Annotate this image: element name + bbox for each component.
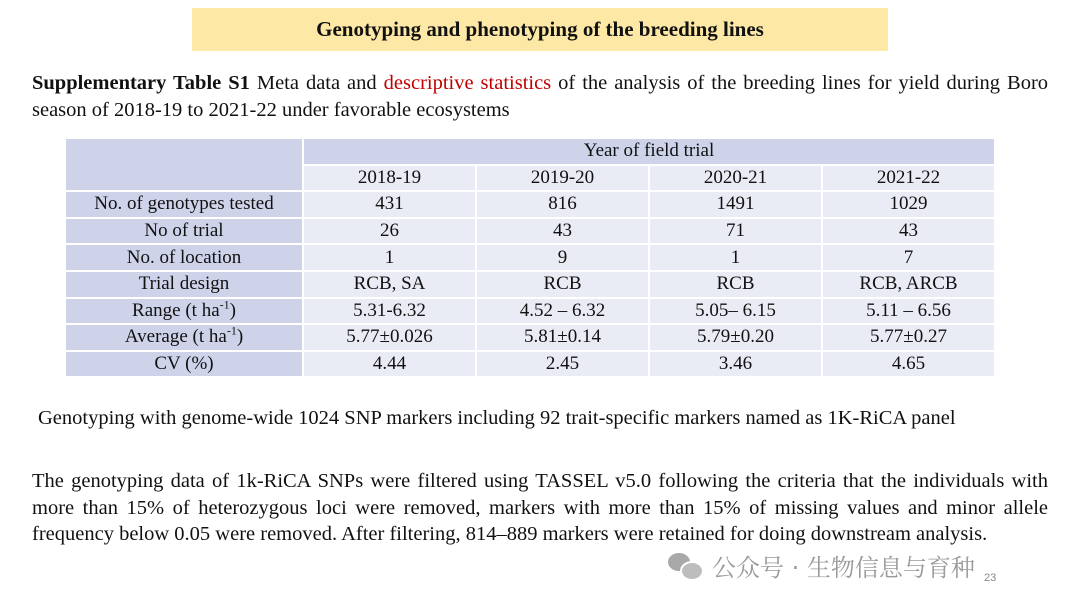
table-row (66, 192, 996, 219)
table-caption (32, 70, 1048, 124)
table-cell: 2.45 (477, 352, 650, 379)
row-label (66, 325, 304, 352)
year-header: 2020-21 (650, 166, 823, 193)
table-cell: 5.05– 6.15 (650, 299, 823, 326)
table-cell: 5.11 – 6.56 (823, 299, 996, 326)
row-label-sup: -1 (219, 297, 230, 312)
row-label-end: ) (229, 299, 236, 321)
table-cell: 9 (477, 245, 650, 272)
row-label-main: Average (t ha (124, 326, 227, 348)
caption-text-after: of the analysis of the breeding lines for yield during Boro season of 2018-19 to 2021-22 under favorable ecosystems (32, 72, 1049, 121)
table-row (66, 325, 996, 352)
row-label: No of trial (66, 219, 304, 246)
slide-title: Genotyping and phenotyping of the breeding lines (316, 17, 764, 41)
table-cell: 43 (477, 219, 650, 246)
caption-text-before: Meta data and (249, 72, 384, 94)
table-row (66, 299, 996, 326)
table-cell: 71 (650, 219, 823, 246)
year-header: 2019-20 (477, 166, 650, 193)
filtering-paragraph: The genotyping data of 1k-RiCA SNPs were filtered using TASSEL v5.0 following the criteria that the individuals with more than 15% of heterozygous loci were removed, markers with more than 15% of missing values and minor allele frequency below 0.05 were removed. After filtering, 814–889 markers were retained for doing downstream analysis. (32, 470, 1048, 545)
table-cell: RCB (650, 272, 823, 299)
row-label-end: ) (236, 326, 244, 348)
table-cell: 5.79±0.20 (650, 325, 823, 352)
row-label-sup: -1 (226, 324, 237, 339)
wechat-icon (668, 551, 702, 581)
table-corner-cell (66, 139, 304, 192)
table-row (66, 245, 996, 272)
table-cell: 5.31-6.32 (304, 299, 477, 326)
page-number: 23 (984, 572, 997, 584)
watermark-text: 公众号 · 生物信息与育种 (712, 554, 975, 582)
table-cell: 431 (304, 192, 477, 219)
table-cell: 4.52 – 6.32 (477, 299, 650, 326)
supplementary-table (66, 139, 996, 378)
table-cell: 1491 (650, 192, 823, 219)
table-row (66, 219, 996, 246)
table-cell: 43 (823, 219, 996, 246)
table-cell: RCB (477, 272, 650, 299)
table-cell: 3.46 (650, 352, 823, 379)
row-label-main: Range (t ha (132, 299, 220, 321)
table-row (66, 352, 996, 379)
row-label (66, 299, 304, 326)
row-label: CV (%) (66, 352, 304, 379)
year-header: 2021-22 (823, 166, 996, 193)
table-cell: 5.77±0.27 (823, 325, 996, 352)
table-cell: 7 (823, 245, 996, 272)
genotyping-summary: Genotyping with genome-wide 1024 SNP markers including 92 trait-specific markers named as 1K-RiCA panel (38, 407, 956, 429)
row-label: No. of location (66, 245, 304, 272)
slide-title-banner (192, 8, 888, 51)
table-cell: RCB, SA (304, 272, 477, 299)
table-cell: 4.65 (823, 352, 996, 379)
caption-highlight: descriptive statistics (383, 72, 552, 94)
row-label: No. of genotypes tested (66, 192, 304, 219)
table-cell: RCB, ARCB (823, 272, 996, 299)
group-header-year: Year of field trial (304, 139, 996, 166)
row-label: Trial design (66, 272, 304, 299)
watermark (668, 548, 975, 583)
caption-label: Supplementary Table S1 (32, 72, 250, 94)
table-cell: 816 (477, 192, 650, 219)
table-cell: 5.81±0.14 (477, 325, 650, 352)
table-header-row (66, 139, 996, 166)
table-cell: 26 (304, 219, 477, 246)
table-cell: 1029 (823, 192, 996, 219)
table-cell: 5.77±0.026 (304, 325, 477, 352)
table-cell: 1 (650, 245, 823, 272)
year-header: 2018-19 (304, 166, 477, 193)
table-row (66, 272, 996, 299)
table-cell: 1 (304, 245, 477, 272)
table-cell: 4.44 (304, 352, 477, 379)
